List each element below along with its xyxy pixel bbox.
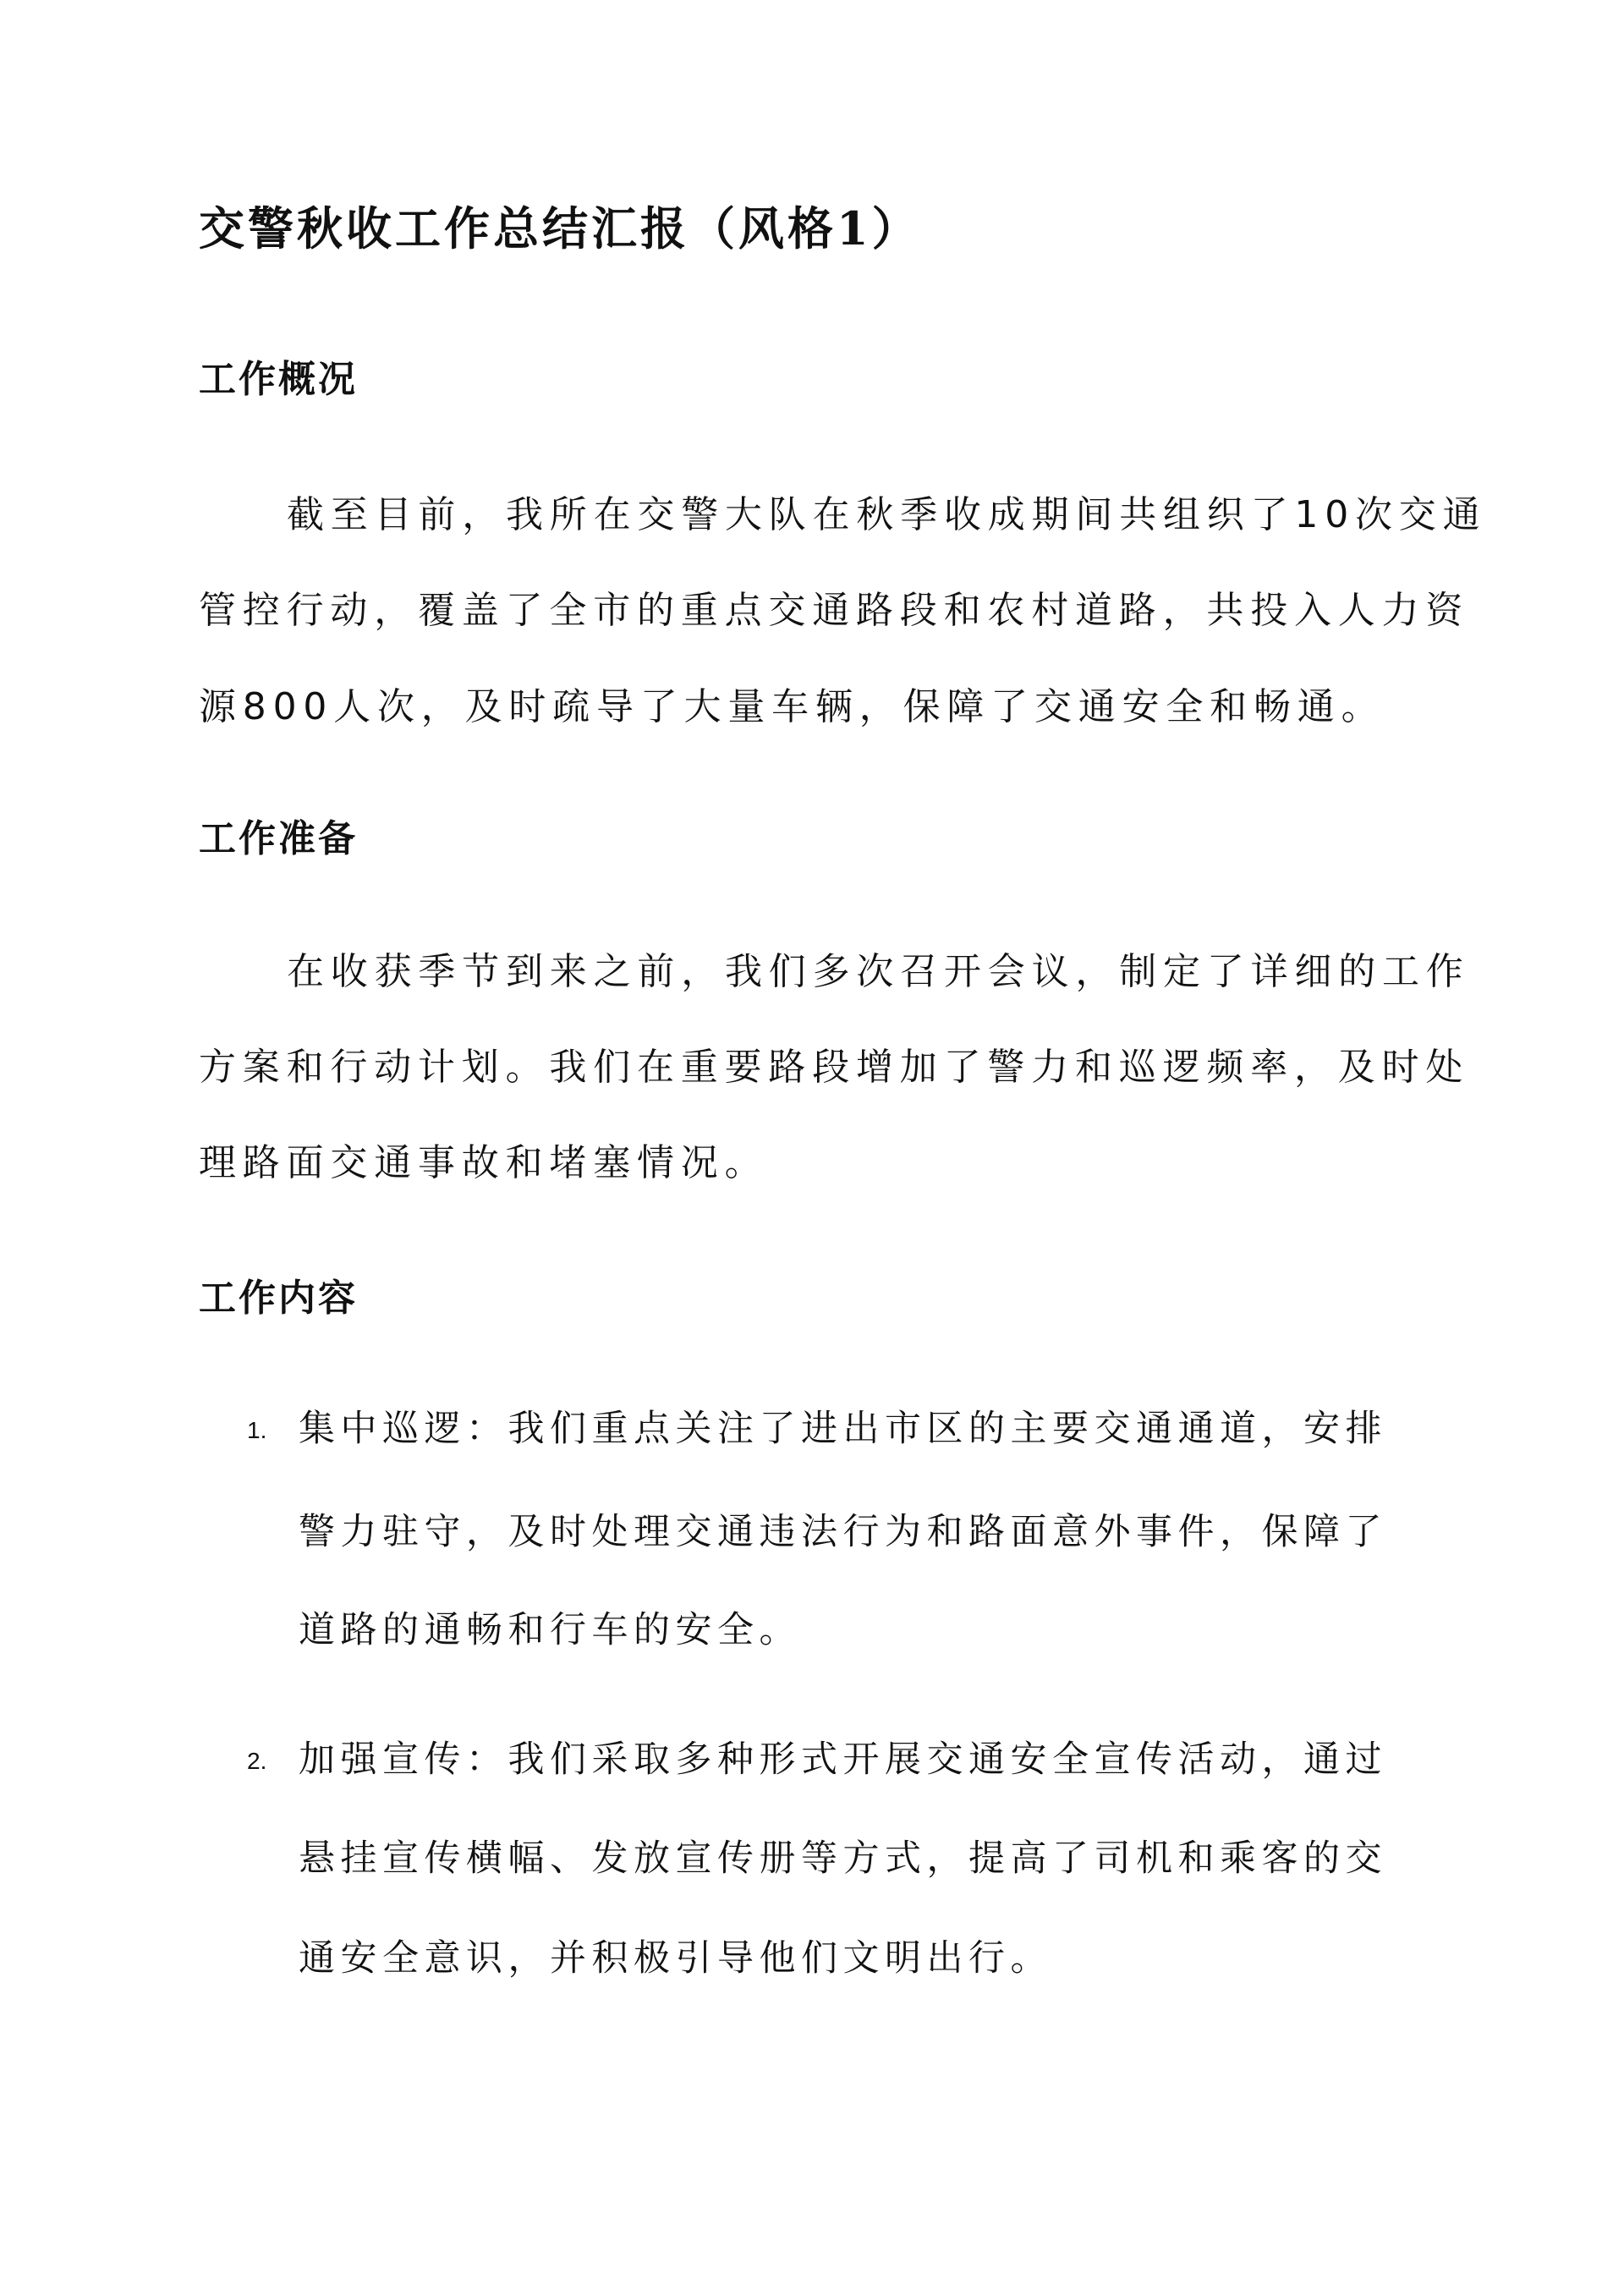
section-heading-content: 工作内容 [199, 1277, 358, 1320]
section-heading-overview: 工作概况 [199, 358, 358, 401]
section-heading-preparation: 工作准备 [199, 817, 358, 860]
list-item-line: 集中巡逻：我们重点关注了进出市区的主要交通通道，安排 [299, 1408, 1387, 1450]
list-number: 1. [247, 1417, 267, 1443]
list-item-line: 加强宣传：我们采取多种形式开展交通安全宣传活动，通过 [299, 1738, 1387, 1781]
paragraph-line: 在收获季节到来之前，我们多次召开会议，制定了详细的工作 [287, 950, 1470, 993]
paragraph-line: 方案和行动计划。我们在重要路段增加了警力和巡逻频率，及时处 [199, 1046, 1470, 1089]
document-title: 交警秋收工作总结汇报（风格1） [199, 201, 921, 255]
paragraph-line: 源800人次，及时疏导了大量车辆，保障了交通安全和畅通。 [199, 685, 1385, 728]
list-number: 2. [247, 1748, 267, 1774]
paragraph-line: 管控行动，覆盖了全市的重点交通路段和农村道路，共投入人力资 [199, 589, 1470, 632]
list-item-line: 悬挂宣传横幅、发放宣传册等方式，提高了司机和乘客的交 [299, 1837, 1387, 1880]
list-item-line: 通安全意识，并积极引导他们文明出行。 [299, 1937, 1052, 1980]
paragraph-line: 截至目前，我所在交警大队在秋季收成期间共组织了10次交通 [287, 493, 1487, 536]
list-item-line: 道路的通畅和行车的安全。 [299, 1609, 801, 1651]
list-item-line: 警力驻守，及时处理交通违法行为和路面意外事件，保障了 [299, 1511, 1387, 1553]
paragraph-line: 理路面交通事故和堵塞情况。 [199, 1141, 769, 1184]
